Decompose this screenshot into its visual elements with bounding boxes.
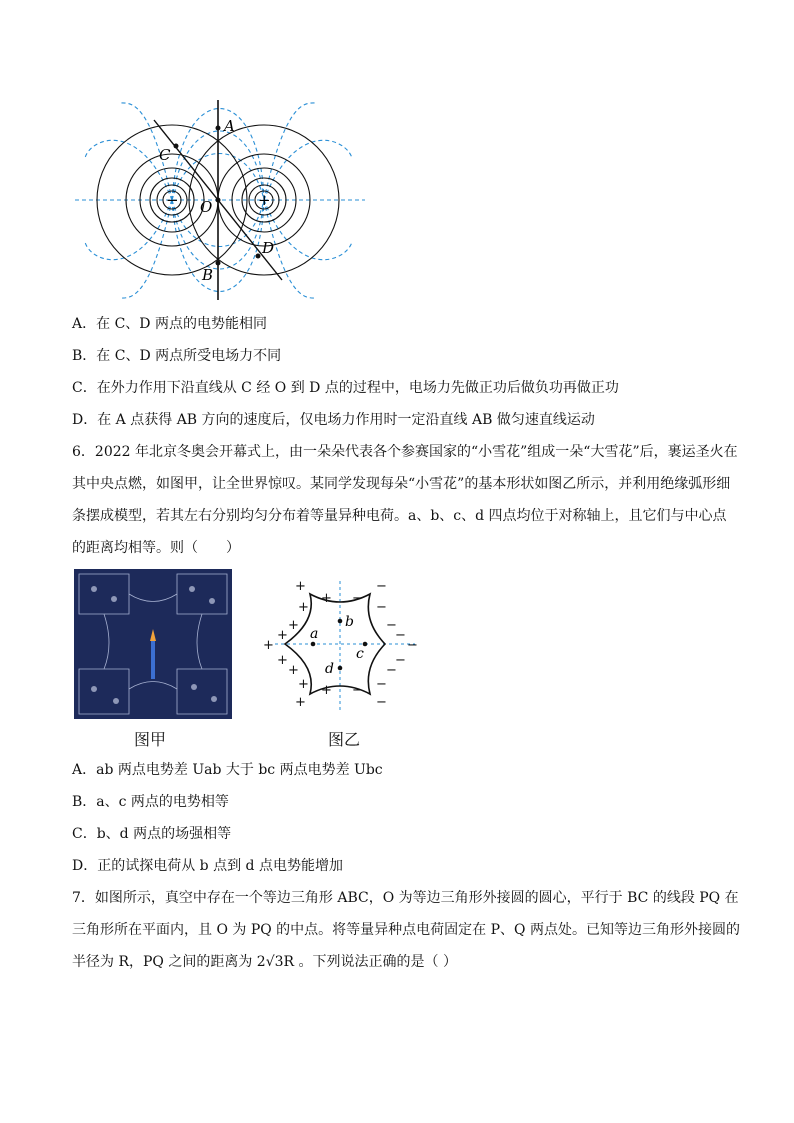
svg-text:−: − — [376, 600, 387, 615]
negative-charge-symbol: − — [166, 191, 179, 209]
svg-text:−: − — [407, 638, 418, 653]
q6-option-a: A．ab 两点电势差 Uab 大于 bc 两点电势差 Ubc — [72, 762, 383, 778]
caption-figure-jia: 图甲 — [134, 730, 167, 749]
svg-text:−: − — [386, 663, 397, 678]
svg-text:+: + — [277, 628, 288, 643]
q6-stem-line-2: 其中央点燃，如图甲，让全世界惊叹。某同学发现每朵“小雪花”的基本形状如图乙所示，并利用绝缘弧形细 — [72, 476, 731, 492]
q7-stem-line-2: 三角形所在平面内，且 O 为 PQ 的中点。将等量异种点电荷固定在 P、Q 两点处。已知等边三角形外接圆的 — [72, 922, 740, 938]
svg-text:+: + — [295, 695, 306, 710]
svg-text:+: + — [321, 591, 332, 606]
svg-text:−: − — [395, 653, 406, 668]
point-c-label: c — [356, 646, 364, 662]
point-C-label: C — [159, 146, 171, 164]
q5-option-c: C．在外力作用下沿直线从 C 经 O 到 D 点的过程中，电场力先做正功后做负功再做正功 — [72, 380, 619, 396]
q6-stem-line-4: 的距离均相等。则（ ） — [72, 540, 240, 556]
svg-text:−: − — [386, 618, 397, 633]
q6-option-d: D．正的试探电荷从 b 点到 d 点电势能增加 — [72, 858, 343, 874]
q7-stem-line-3: 半径为 R，PQ 之间的距离为 2√3R 。下列说法正确的是（ ） — [72, 954, 457, 970]
point-b-label: b — [345, 614, 354, 630]
q5-option-b: B．在 C、D 两点所受电场力不同 — [72, 348, 282, 364]
point-d-label: d — [325, 661, 334, 677]
svg-text:−: − — [376, 579, 387, 594]
svg-text:−: − — [376, 677, 387, 692]
svg-text:+: + — [288, 663, 299, 678]
svg-text:+: + — [295, 579, 306, 594]
figure-dipole-field — [70, 98, 370, 303]
svg-text:+: + — [263, 638, 274, 653]
q6-option-b: B．a、c 两点的电势相等 — [72, 794, 229, 810]
q5-option-d: D．在 A 点获得 AB 方向的速度后，仅电场力作用时一定沿直线 AB 做匀速直线运动 — [72, 412, 595, 428]
point-A-label: A — [224, 117, 235, 135]
svg-text:−: − — [352, 591, 363, 606]
point-O-label: O — [200, 198, 213, 216]
positive-charge-symbol: + — [258, 191, 271, 209]
photo-olympic-snowflake — [74, 569, 232, 719]
svg-text:−: − — [395, 628, 406, 643]
q6-stem-line-3: 条摆成模型，若其左右分别均匀分布着等量异种电荷。a、b、c、d 四点均位于对称轴上，且它们与中心点 — [72, 508, 727, 524]
svg-text:+: + — [277, 653, 288, 668]
point-B-label: B — [202, 266, 214, 284]
svg-text:+: + — [298, 677, 309, 692]
q6-option-c: C．b、d 两点的场强相等 — [72, 826, 232, 842]
svg-text:+: + — [321, 683, 332, 698]
point-a-label: a — [310, 626, 319, 642]
svg-text:+: + — [298, 600, 309, 615]
svg-text:−: − — [376, 695, 387, 710]
q5-option-a: A．在 C、D 两点的电势能相同 — [72, 316, 267, 332]
svg-text:+: + — [288, 618, 299, 633]
point-D-label: D — [262, 239, 275, 257]
svg-text:−: − — [352, 683, 363, 698]
figure-snowflake-charges — [255, 576, 425, 716]
q7-stem-line-1: 7．如图所示，真空中存在一个等边三角形 ABC，O 为等边三角形外接圆的圆心，平行于 BC 的线段 PQ 在 — [72, 890, 739, 906]
q6-stem-line-1: 6．2022 年北京冬奥会开幕式上，由一朵朵代表各个参赛国家的“小雪花”组成一朵“大雪花”后，裹运圣火在 — [72, 444, 738, 460]
caption-figure-yi: 图乙 — [328, 730, 361, 749]
